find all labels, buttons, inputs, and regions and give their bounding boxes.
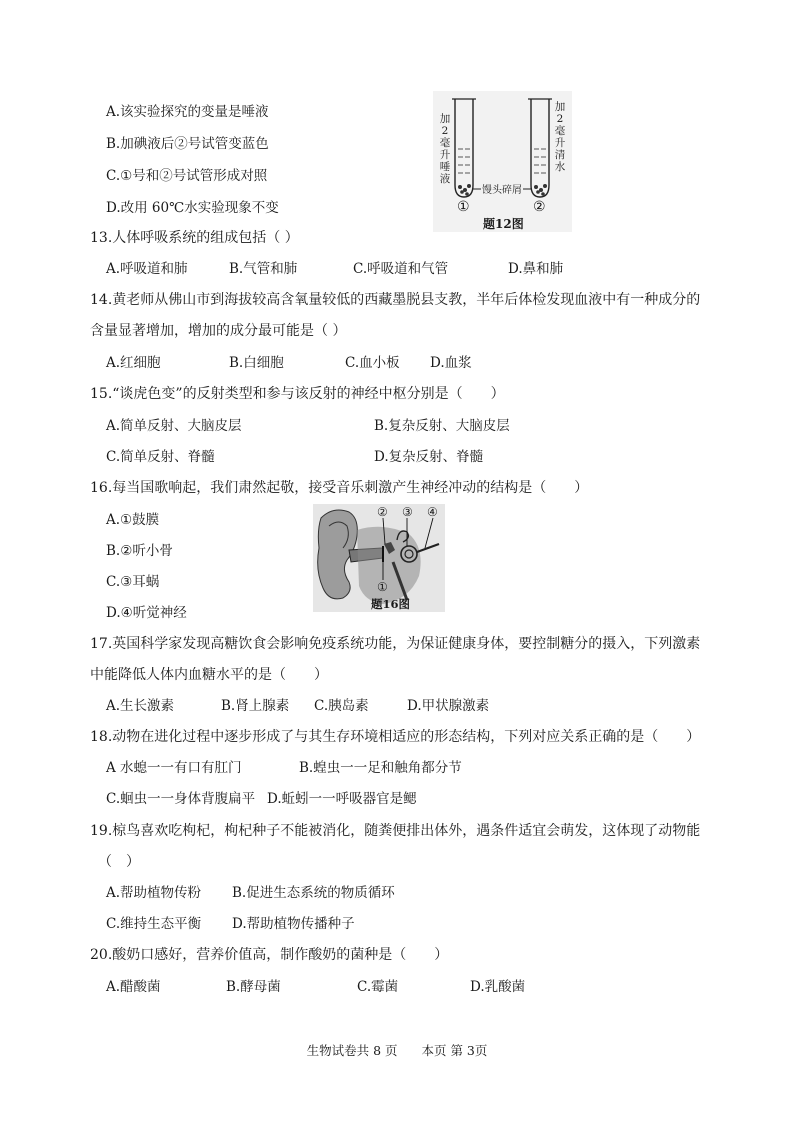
footer-page-number: 本页 第 3页 [421, 1043, 488, 1058]
q13-option-c: C.呼吸道和气管 [353, 261, 449, 277]
q12-test-tube-figure [433, 91, 572, 232]
q12-option-c: C.①号和②号试管形成对照 [106, 168, 268, 184]
question-15-stem: 15.“谈虎色变”的反射类型和参与该反射的神经中枢分别是（ ） [90, 386, 505, 402]
question-19-stem-line2: （ ） [98, 854, 140, 870]
q13-option-d: D.鼻和肺 [508, 261, 564, 277]
q20-option-d: D.乳酸菌 [470, 979, 526, 995]
q15-option-b: B.复杂反射、大脑皮层 [374, 418, 510, 434]
tube-1-label: 加2毫升唾液 [439, 113, 451, 185]
q16-option-b: B.②听小骨 [106, 543, 173, 559]
q17-option-c: C.胰岛素 [314, 698, 369, 714]
tube-2-label: 加2毫升清水 [554, 101, 566, 173]
q19-option-d: D.帮助植物传播种子 [232, 916, 355, 932]
q14-option-c: C.血小板 [345, 355, 400, 371]
question-14-stem-line1: 14.黄老师从佛山市到海拔较高含氧量较低的西藏墨脱县支教，半年后体检发现血液中有一种成分的 [90, 292, 701, 308]
question-17-stem-line1: 17.英国科学家发现高糖饮食会影响免疫系统功能，为保证健康身体，要控制糖分的摄入，下列激素 [90, 636, 701, 652]
q19-option-b: B.促进生态系统的物质循环 [232, 885, 395, 901]
q19-option-a: A.帮助植物传粉 [106, 885, 202, 901]
question-17-stem-line2: 中能降低人体内血糖水平的是（ ） [90, 667, 328, 683]
figure-16-caption: 题16图 [371, 597, 411, 611]
q18-option-c: C.蛔虫一一身体背腹扁平 [106, 791, 256, 807]
q15-option-a: A.简单反射、大脑皮层 [106, 418, 242, 434]
q13-option-b: B.气管和肺 [229, 261, 298, 277]
q12-option-d: D.改用 60℃水实验现象不变 [106, 200, 279, 216]
question-14-stem-line2: 含量显著增加，增加的成分最可能是（ ） [90, 323, 347, 339]
ear-label-3: ③ [402, 505, 413, 519]
ear-label-4: ④ [427, 505, 438, 519]
tube-2-number: ② [533, 199, 546, 215]
question-20-stem: 20.酸奶口感好，营养价值高，制作酸奶的菌种是（ ） [90, 947, 449, 963]
ear-label-2: ② [377, 505, 388, 519]
q16-ear-figure [313, 504, 445, 612]
q20-option-b: B.酵母菌 [226, 979, 281, 995]
q17-option-a: A.生长激素 [106, 698, 175, 714]
q13-option-a: A.呼吸道和肺 [106, 261, 188, 277]
q15-option-d: D.复杂反射、脊髓 [374, 449, 484, 465]
question-18-stem: 18.动物在进化过程中逐步形成了与其生存环境相适应的形态结构，下列对应关系正确的是（ ） [90, 729, 701, 745]
test-tubes-illustration [433, 91, 572, 232]
figure-12-caption: 题12图 [483, 217, 524, 231]
q18-option-a: A 水螅一一有口有肛门 [106, 760, 242, 776]
q14-option-a: A.红细胞 [106, 355, 161, 371]
q16-option-a: A.①鼓膜 [106, 512, 160, 528]
q15-option-c: C.简单反射、脊髓 [106, 449, 215, 465]
q18-option-d: D.蚯蚓一一呼吸器官是鳃 [267, 791, 417, 807]
q14-option-b: B.白细胞 [229, 355, 284, 371]
ear-label-1: ① [377, 580, 388, 594]
question-16-stem: 16.每当国歌响起，我们肃然起敬，接受音乐刺激产生神经冲动的结构是（ ） [90, 480, 589, 496]
page-footer [0, 1041, 794, 1059]
question-19-stem-line1: 19.椋鸟喜欢吃枸杞，枸杞种子不能被消化，随粪便排出体外，遇条件适宜会萌发，这体现了动物能 [90, 823, 701, 839]
q17-option-b: B.肾上腺素 [221, 698, 290, 714]
q20-option-c: C.霉菌 [357, 979, 399, 995]
q18-option-b: B.蝗虫一一足和触角都分节 [299, 760, 462, 776]
question-13-stem: 13.人体呼吸系统的组成包括（ ） [90, 230, 299, 246]
q14-option-d: D.血浆 [430, 355, 472, 371]
q12-option-a: A.该实验探究的变量是唾液 [106, 104, 269, 120]
bread-crumbs-label: 馒头碎屑 [481, 181, 523, 196]
q20-option-a: A.醋酸菌 [106, 979, 161, 995]
q17-option-d: D.甲状腺激素 [407, 698, 490, 714]
q16-option-c: C.③耳蜗 [106, 574, 160, 590]
tube-1-number: ① [457, 199, 470, 215]
q19-option-c: C.维持生态平衡 [106, 916, 202, 932]
footer-total-pages: 生物试卷共 8 页 [306, 1043, 398, 1058]
q16-option-d: D.④听觉神经 [106, 605, 187, 621]
q12-option-b: B.加碘液后②号试管变蓝色 [106, 136, 269, 152]
